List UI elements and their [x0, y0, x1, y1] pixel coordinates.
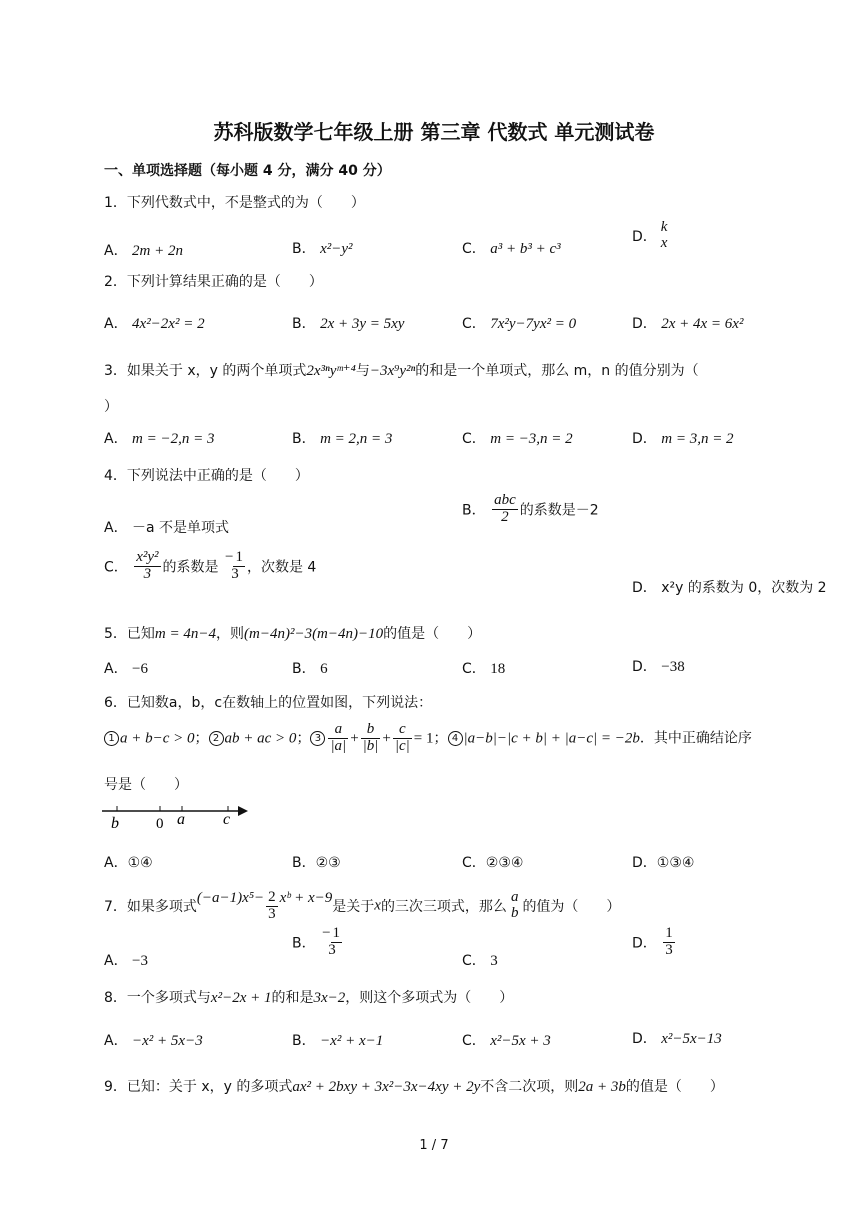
q8-option-d[interactable]: D． x²−5x−13 — [632, 1031, 722, 1047]
q2-option-a[interactable]: A． 4x²−2x² = 2 — [104, 316, 205, 332]
label-0: 0 — [156, 816, 164, 832]
question-3-stem: 3．如果关于 x，y 的两个单项式2x³ⁿyᵐ⁺⁴与−3x⁹y²ⁿ的和是一个单项式，那么 m，n 的值分别为（ — [104, 363, 699, 379]
question-4-stem: 4．下列说法中正确的是（ ） — [104, 468, 309, 484]
q3-option-b[interactable]: B． m = 2,n = 3 — [292, 431, 393, 447]
q2-option-b[interactable]: B． 2x + 3y = 5xy — [292, 316, 405, 332]
page-title: 苏科版数学七年级上册 第三章 代数式 单元测试卷 — [213, 120, 655, 144]
q7-option-c[interactable]: C． 3 — [462, 953, 498, 969]
question-6-stem: 6．已知数a，b，c在数轴上的位置如图，下列说法： — [104, 695, 433, 711]
q1-option-c[interactable]: C． a³ + b³ + c³ — [462, 241, 561, 257]
q5-option-d[interactable]: D． −38 — [632, 659, 685, 675]
question-6-statements: 1 a + b−c > 0； 2 ab + ac > 0； 3 $\frac{a}{|a|}$ + $\frac{b}{|b|}$ + $\frac{c}{|c|}$ = 1； 4 |a−b|−|c + b| + |a−c| = −2b．其中正确结论序 — [104, 722, 752, 755]
q3-option-d[interactable]: D． m = 3,n = 2 — [632, 431, 734, 447]
q3-option-a[interactable]: A． m = −2,n = 3 — [104, 431, 215, 447]
question-3-stem-continued: ） — [104, 399, 118, 415]
q6-option-a[interactable]: A．①④ — [104, 855, 153, 871]
question-7-stem: 7．如果多项式(−a−1)x⁵− $\frac{2}{3}$ xᵇ + x−9是关于x的三次三项式，那么 a b 的值为（ ） — [104, 889, 621, 922]
number-line-figure — [100, 800, 260, 836]
page-number: 1 / 7 — [419, 1138, 449, 1153]
q2-option-c[interactable]: C． 7x²y−7yx² = 0 — [462, 316, 577, 332]
q7-option-d[interactable]: D． $\frac{1}{3}$ — [632, 925, 673, 958]
q5-option-a[interactable]: A． −6 — [104, 661, 148, 677]
q8-option-b[interactable]: B． −x² + x−1 — [292, 1033, 384, 1049]
label-c: c — [223, 811, 231, 828]
q4-option-d[interactable]: D． x²y 的系数为 0，次数为 2 — [632, 580, 827, 596]
question-8-stem: 8．一个多项式与x²−2x + 1的和是3x−2，则这个多项式为（ ） — [104, 990, 514, 1006]
q4-option-b[interactable]: B． $\frac{\text{abc}}{2}$ 的系数是－2 — [462, 492, 599, 525]
q7-option-b[interactable]: B． − 1 3 — [292, 925, 341, 958]
q8-option-a[interactable]: A． −x² + 5x−3 — [104, 1033, 203, 1049]
question-5-stem: 5．已知m = 4n−4，则(m−4n)²−3(m−4n)−10的值是（ ） — [104, 626, 482, 642]
q1-option-a[interactable]: A． 2m + 2n — [104, 243, 183, 259]
q8-option-c[interactable]: C． x²−5x + 3 — [462, 1033, 551, 1049]
q6-option-b[interactable]: B．②③ — [292, 855, 341, 871]
q7-option-a[interactable]: A． −3 — [104, 953, 148, 969]
q5-option-c[interactable]: C． 18 — [462, 661, 506, 677]
q4-option-a[interactable]: A． －a 不是单项式 — [104, 520, 230, 536]
q2-option-d[interactable]: D． 2x + 4x = 6x² — [632, 316, 744, 332]
q1-option-b[interactable]: B． x²−y² — [292, 241, 353, 257]
number-line-arrow — [238, 806, 248, 816]
q3-option-c[interactable]: C． m = −3,n = 2 — [462, 431, 573, 447]
question-2-stem: 2．下列计算结果正确的是（ ） — [104, 274, 323, 290]
q1-option-d[interactable]: D． k x — [632, 219, 668, 251]
q6-option-c[interactable]: C．②③④ — [462, 855, 524, 871]
q5-option-b[interactable]: B． 6 — [292, 661, 328, 677]
question-1-stem: 1．下列代数式中，不是整式的为（ ） — [104, 195, 365, 211]
question-6-stem-continued: 号是（ ） — [104, 777, 188, 793]
section-heading: 一、单项选择题（每小题 4 分，满分 40 分） — [104, 163, 391, 179]
label-b: b — [111, 815, 119, 832]
label-a: a — [177, 811, 185, 828]
question-9-stem: 9．已知：关于 x，y 的多项式ax² + 2bxy + 3x²−3x−4xy + 2y不含二次项，则2a + 3b的值是（ ） — [104, 1079, 724, 1095]
q4-option-c[interactable]: C． $\frac{\text{x²y²}}{3}$ 的系数是 − 1 3 ，次数是 4 — [104, 549, 317, 582]
q6-option-d[interactable]: D．①③④ — [632, 855, 695, 871]
